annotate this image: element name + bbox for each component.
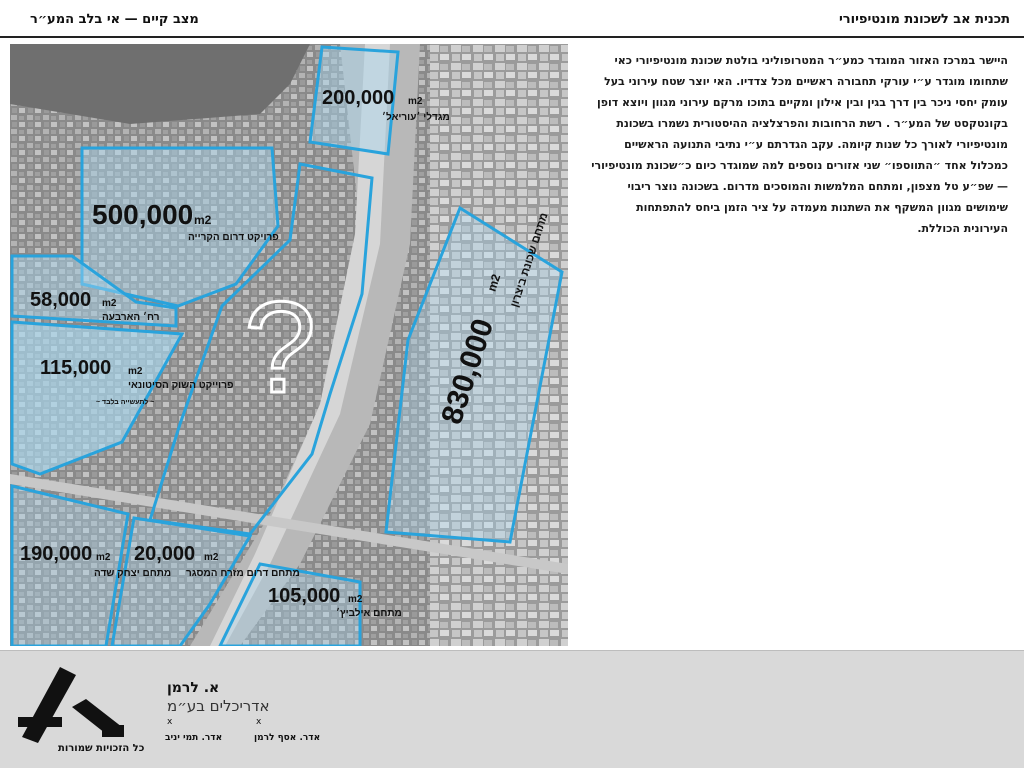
zone-label-area: 190,000	[20, 543, 93, 565]
zone-label-area: 830,000	[435, 314, 501, 429]
zone-label-note: ~ לתעשייה בלבד ~	[96, 399, 155, 406]
aerial-map	[10, 44, 568, 646]
architect-1: אדר. אסף לרמן	[254, 733, 321, 743]
zone-label-name: מגדלי ׳עוריאל׳	[382, 112, 450, 123]
rights-reserved: כל הזכויות שמורות	[58, 743, 145, 754]
header-divider	[0, 36, 1024, 38]
zone-label-unit: m2	[128, 366, 143, 377]
page-subtitle: מצב קיים — אי בלב המע״ר	[30, 12, 199, 27]
zone-label-area: 115,000	[40, 357, 112, 379]
zone-label-name: מתחם אילביץ׳	[336, 608, 402, 619]
footer	[0, 650, 1024, 768]
page-title: תכנית אב לשכונת מונטיפיורי	[838, 12, 1010, 27]
zone-label-area: 58,000	[30, 289, 92, 311]
unknown-zone-question-mark: ?	[243, 274, 317, 420]
firm-name: א. לרמן	[167, 680, 220, 696]
firm-logo-icon	[16, 665, 126, 751]
zone-label-name: מתחם יצחק שדה	[94, 568, 172, 579]
zone-label-unit: m2	[204, 552, 219, 563]
zone-label-area: 200,000	[322, 87, 395, 109]
zone-label-unit: m2	[96, 552, 111, 563]
firm-type: אדריכלים בע״מ	[167, 697, 270, 715]
zone-label-name: רח׳ הארבעה	[102, 312, 160, 323]
zone-label-unit: m2	[484, 272, 504, 294]
zone-label-unit: m2	[348, 594, 363, 605]
zone-label-name: פרוייקט השוק הסיטונאי	[128, 380, 234, 391]
zone-label-unit: m2	[408, 96, 423, 107]
zone-label-unit: m2	[102, 298, 117, 309]
zone-label-name: מתחם שכונת ביצרון	[508, 211, 551, 309]
description-text: היישר במרכז האזור המוגדר כמע״ר המטרופוליני בולטת שכונת מונטיפיורי כאי שתחומו מוגדר ע״י עורקי תחבורה ראשיים מכל צדדיו. האי יוצר שטח עירוני בעל עומק יחסי ניכר בין דרך בגין ובין אילון ומקיים בתוכו מרקם עירוני מגוון ויוצא דופן בקונטקסט של המע״ר . רשת הרחובות והפרצלציה ההיסטורית נשמרו בשכונת מונטיפיורי לאורך כל שנות קיומה. עקב הגדרתם ע״י נתיבי התנועה הראשיים כמכלול אחד ״התווספו״ שני אזורים נוספים למה שמוגדר כיום כ״שכונת מונטיפיורי — שפ״ע טל מצפון, ומתחם המלמשות והמוסכים מדרום. בשכונה נוצר ריבוי שימושים מגוון המשקף את השתנות מעמדה על ציר הזמן ביחס להתפתחות העירונית הכוללת.	[591, 54, 1008, 235]
architect-marker: x	[256, 717, 262, 727]
zone-label-area: 105,000	[268, 585, 341, 607]
zone-label-name: פרויקט דרום הקרייה	[188, 232, 279, 243]
architect-2: אדר. תמי יניב	[165, 733, 223, 743]
zone-yitzhak-sadeh	[12, 486, 128, 646]
zone-label-area: 500,000	[92, 199, 194, 230]
zone-label-unit: m2	[194, 213, 212, 227]
architect-marker: x	[167, 717, 173, 727]
zone-label-name: מתחם דרום מזרח המסגר	[186, 568, 300, 579]
zone-label-area: 20,000	[134, 543, 196, 565]
